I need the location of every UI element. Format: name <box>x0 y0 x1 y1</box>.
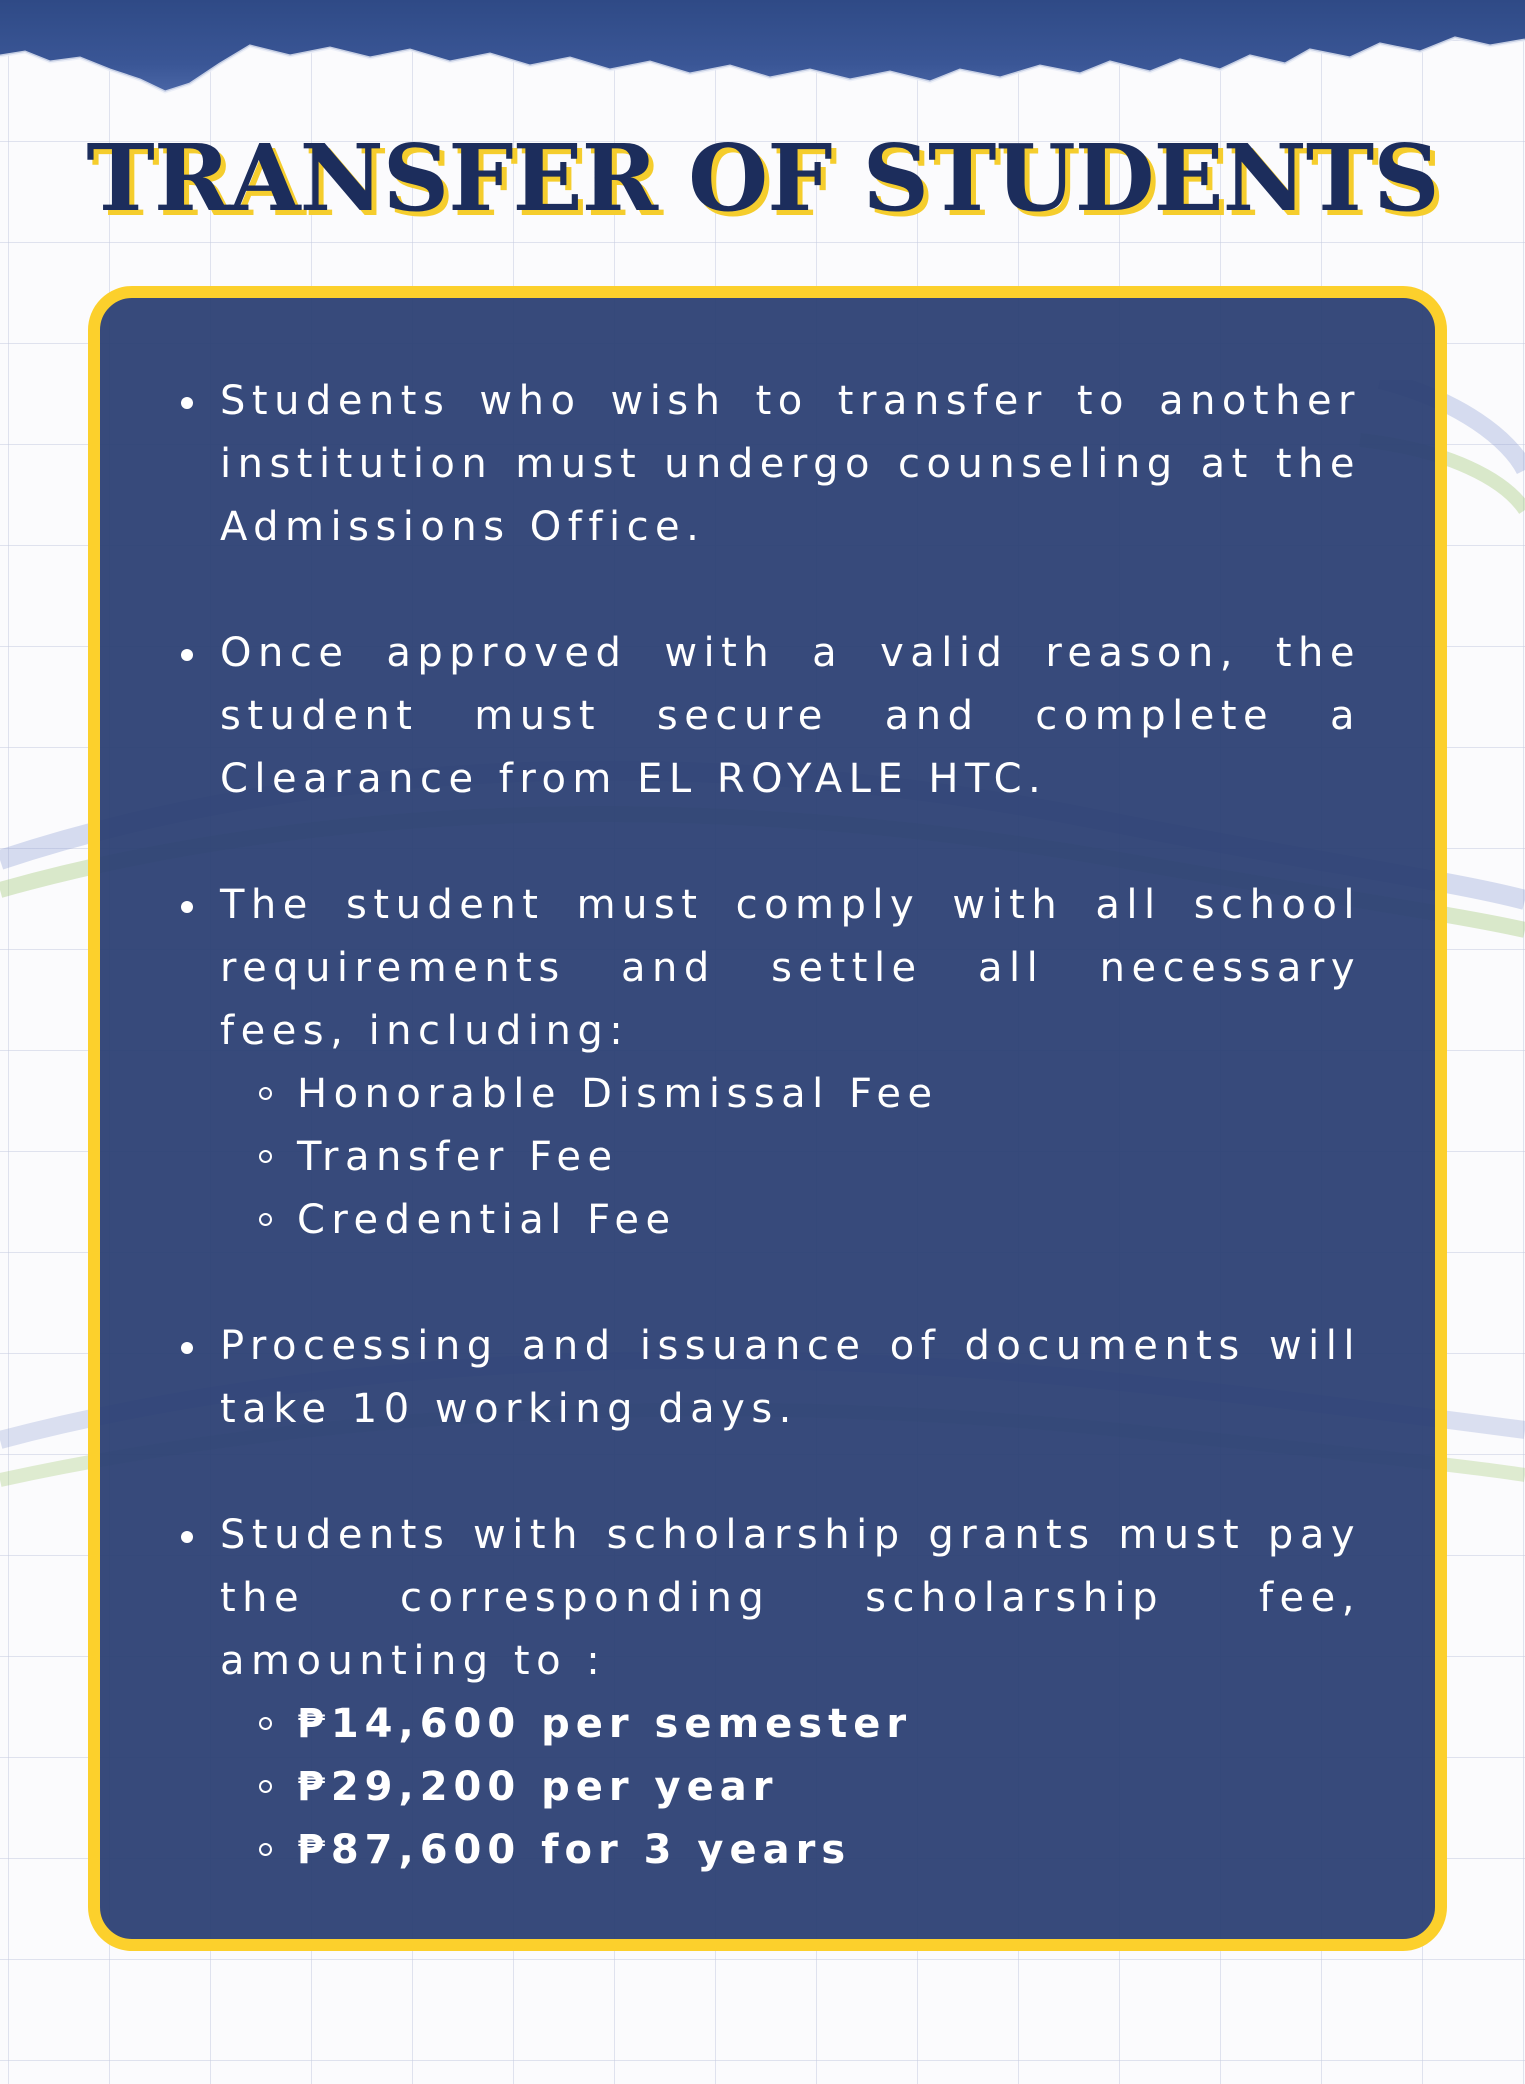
scholarship-fee-item: ₱87,600 for 3 years <box>297 1819 1361 1882</box>
scholarship-fee-item: ₱14,600 per semester <box>297 1693 1361 1756</box>
rule-text: Students who wish to transfer to another institution must undergo counseling at the Admissions Office. <box>220 378 1361 550</box>
fee-item: Honorable Dismissal Fee <box>297 1063 1361 1126</box>
fee-item: Transfer Fee <box>297 1126 1361 1189</box>
torn-paper-header <box>0 0 1525 110</box>
rule-item <box>220 622 1361 811</box>
rule-item <box>220 370 1361 559</box>
rule-text: The student must comply with all school requirements and settle all necessary fees, including: <box>220 882 1361 1054</box>
transfer-rules-list <box>220 370 1361 1882</box>
rule-text: Once approved with a valid reason, the student must secure and complete a Clearance from EL ROYALE HTC. <box>220 630 1361 802</box>
rule-text: Students with scholarship grants must pay the corresponding scholarship fee, amounting to : <box>220 1512 1361 1684</box>
rule-item <box>220 874 1361 1252</box>
rule-item <box>220 1504 1361 1882</box>
page-title: TRANSFER OF STUDENTS <box>86 124 1439 232</box>
scholarship-fee-list <box>220 1693 1361 1882</box>
rule-item <box>220 1315 1361 1441</box>
fee-list <box>220 1063 1361 1252</box>
transfer-rules-card <box>88 286 1447 1951</box>
rule-text: Processing and issuance of documents will take 10 working days. <box>220 1323 1361 1432</box>
fee-item: Credential Fee <box>297 1189 1361 1252</box>
scholarship-fee-item: ₱29,200 per year <box>297 1756 1361 1819</box>
